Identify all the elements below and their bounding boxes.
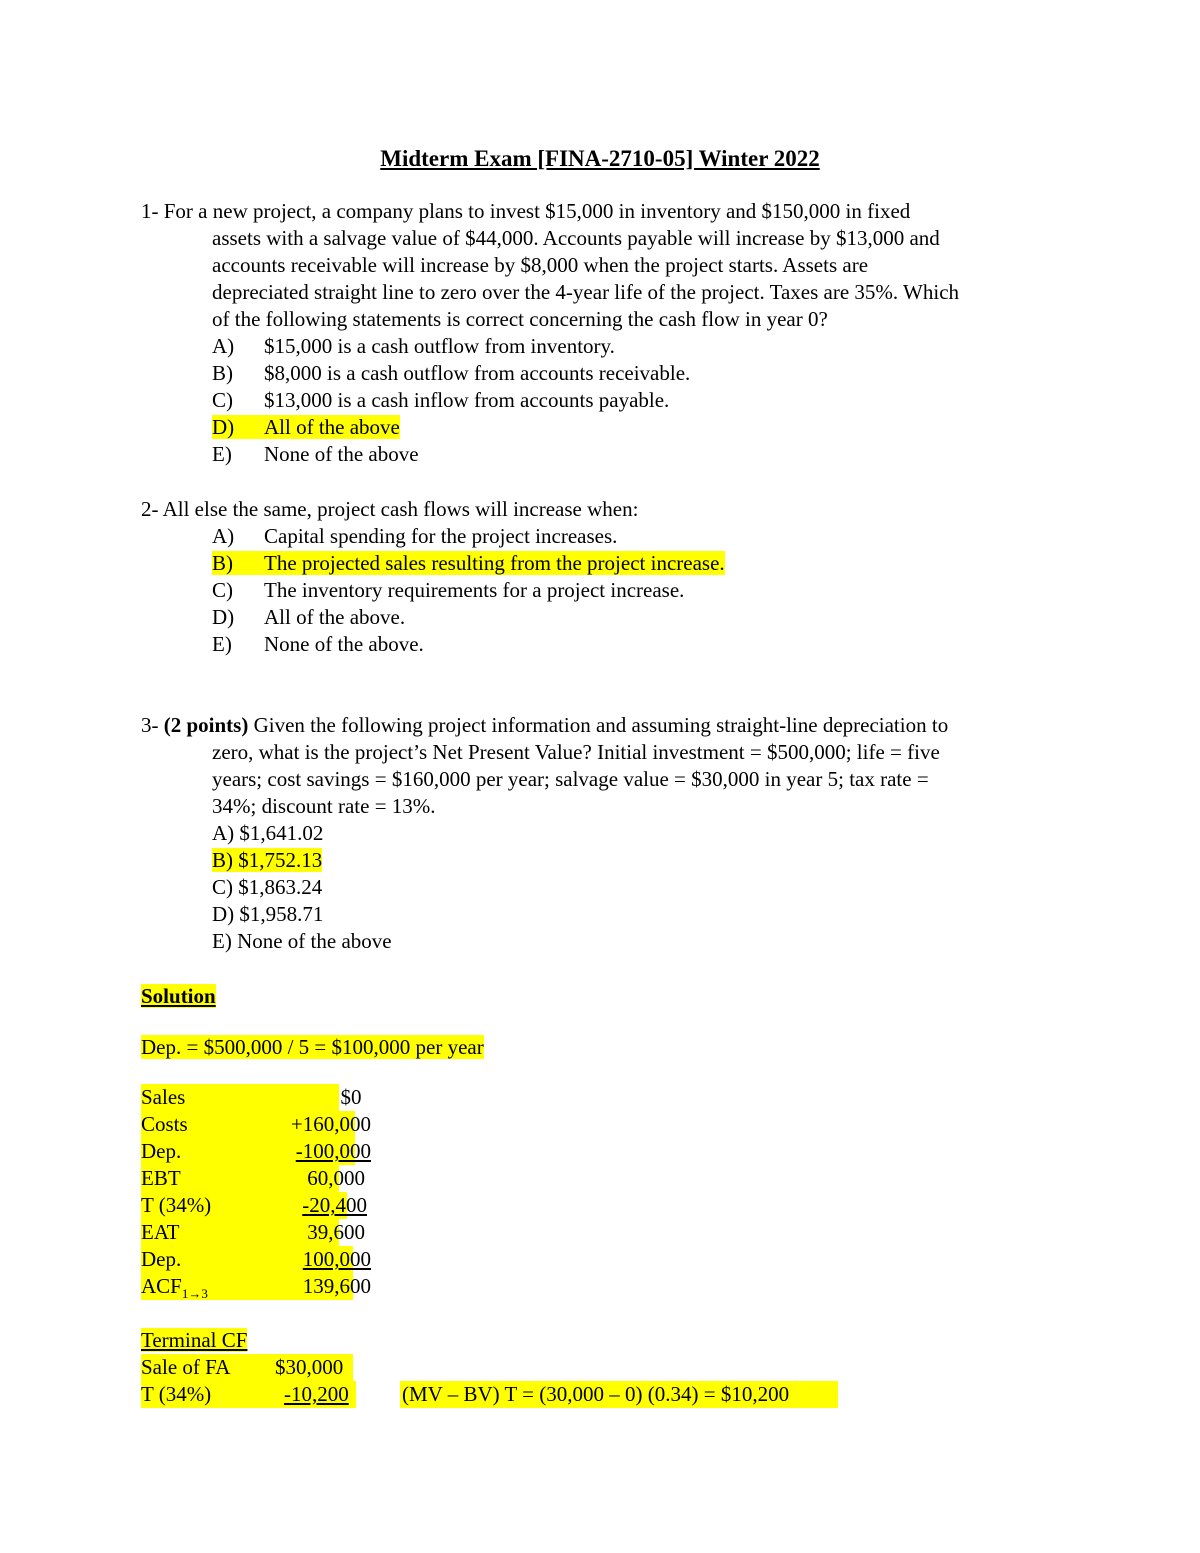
answer-option-correct: D) All of the above [212,415,400,439]
answer-option-correct: B) $1,752.13 [212,848,323,872]
table-row: Dep. -100,000 [141,1139,371,1163]
question-number: 1- [141,199,164,223]
terminal-row-value: $30,000 [275,1355,344,1379]
terminal-row-value: -10,200 [284,1382,349,1406]
answer-option: C) The inventory requirements for a project increase. [212,578,685,602]
table-row: Costs +160,000 [141,1112,371,1136]
question-stem-line: 34%; discount rate = 13%. [212,794,436,818]
question-2 [141,496,1061,658]
answer-option: A) $1,641.02 [212,821,324,845]
answer-option: E) None of the above [212,442,419,466]
table-row: Sales $0 [141,1085,362,1109]
terminal-cf-heading: Terminal CF [141,1328,248,1352]
answer-option: E) None of the above [212,929,392,953]
question-stem: All else the same, project cash flows will increase when: [162,497,639,521]
question-stem-line: zero, what is the project’s Net Present Value? Initial investment = $500,000; life = five [212,740,940,764]
answer-option: D) All of the above. [212,605,406,629]
tax-calculation-note: (MV – BV) T = (30,000 – 0) (0.34) = $10,200 [402,1382,790,1406]
points-label: (2 points) [163,713,249,737]
answer-option: A) Capital spending for the project increases. [212,524,618,548]
table-row: EAT 39,600 [141,1220,365,1244]
terminal-row-label: Sale of FA [141,1355,231,1379]
question-number: 3- [141,713,164,737]
table-row: T (34%) -20,400 [141,1193,367,1217]
answer-option: E) None of the above. [212,632,424,656]
question-stem-line: depreciated straight line to zero over the 4-year life of the project. Taxes are 35%. Which [212,280,960,304]
question-1 [141,198,1061,468]
solution-heading: Solution [141,984,216,1008]
table-row: EBT 60,000 [141,1166,365,1190]
question-stem: Given the following project information and assuming straight-line depreciation to [248,713,949,737]
table-row: $ACF_{1\to 3}$ 139,600 [141,1274,371,1302]
question-3 [141,712,1061,955]
question-number: 2- [141,497,163,521]
question-stem-line: of the following statements is correct concerning the cash flow in year 0? [212,307,828,331]
depreciation-line: Dep. = $500,000 / 5 = $100,000 per year [141,1035,484,1059]
terminal-row-label: T (34%) [141,1382,212,1406]
question-stem-line: accounts receivable will increase by $8,000 when the project starts. Assets are [212,253,869,277]
answer-option: D) $1,958.71 [212,902,324,926]
question-stem-line: years; cost savings = $160,000 per year; salvage value = $30,000 in year 5; tax rate = [212,767,929,791]
answer-option-correct: B) The projected sales resulting from the project increase. [212,551,725,575]
question-stem: For a new project, a company plans to invest $15,000 in inventory and $150,000 in fixed [163,199,911,223]
answer-option: A) $15,000 is a cash outflow from inventory. [212,334,615,358]
answer-option: C) $1,863.24 [212,875,323,899]
cash-flow-table [141,1084,371,1302]
table-row: Dep. 100,000 [141,1247,371,1271]
answer-option: C) $13,000 is a cash inflow from accounts payable. [212,388,670,412]
question-stem-line: assets with a salvage value of $44,000. Accounts payable will increase by $13,000 and [212,226,940,250]
answer-option: B) $8,000 is a cash outflow from accounts receivable. [212,361,691,385]
page-title: Midterm Exam [FINA-2710-05] Winter 2022 [380,146,820,171]
